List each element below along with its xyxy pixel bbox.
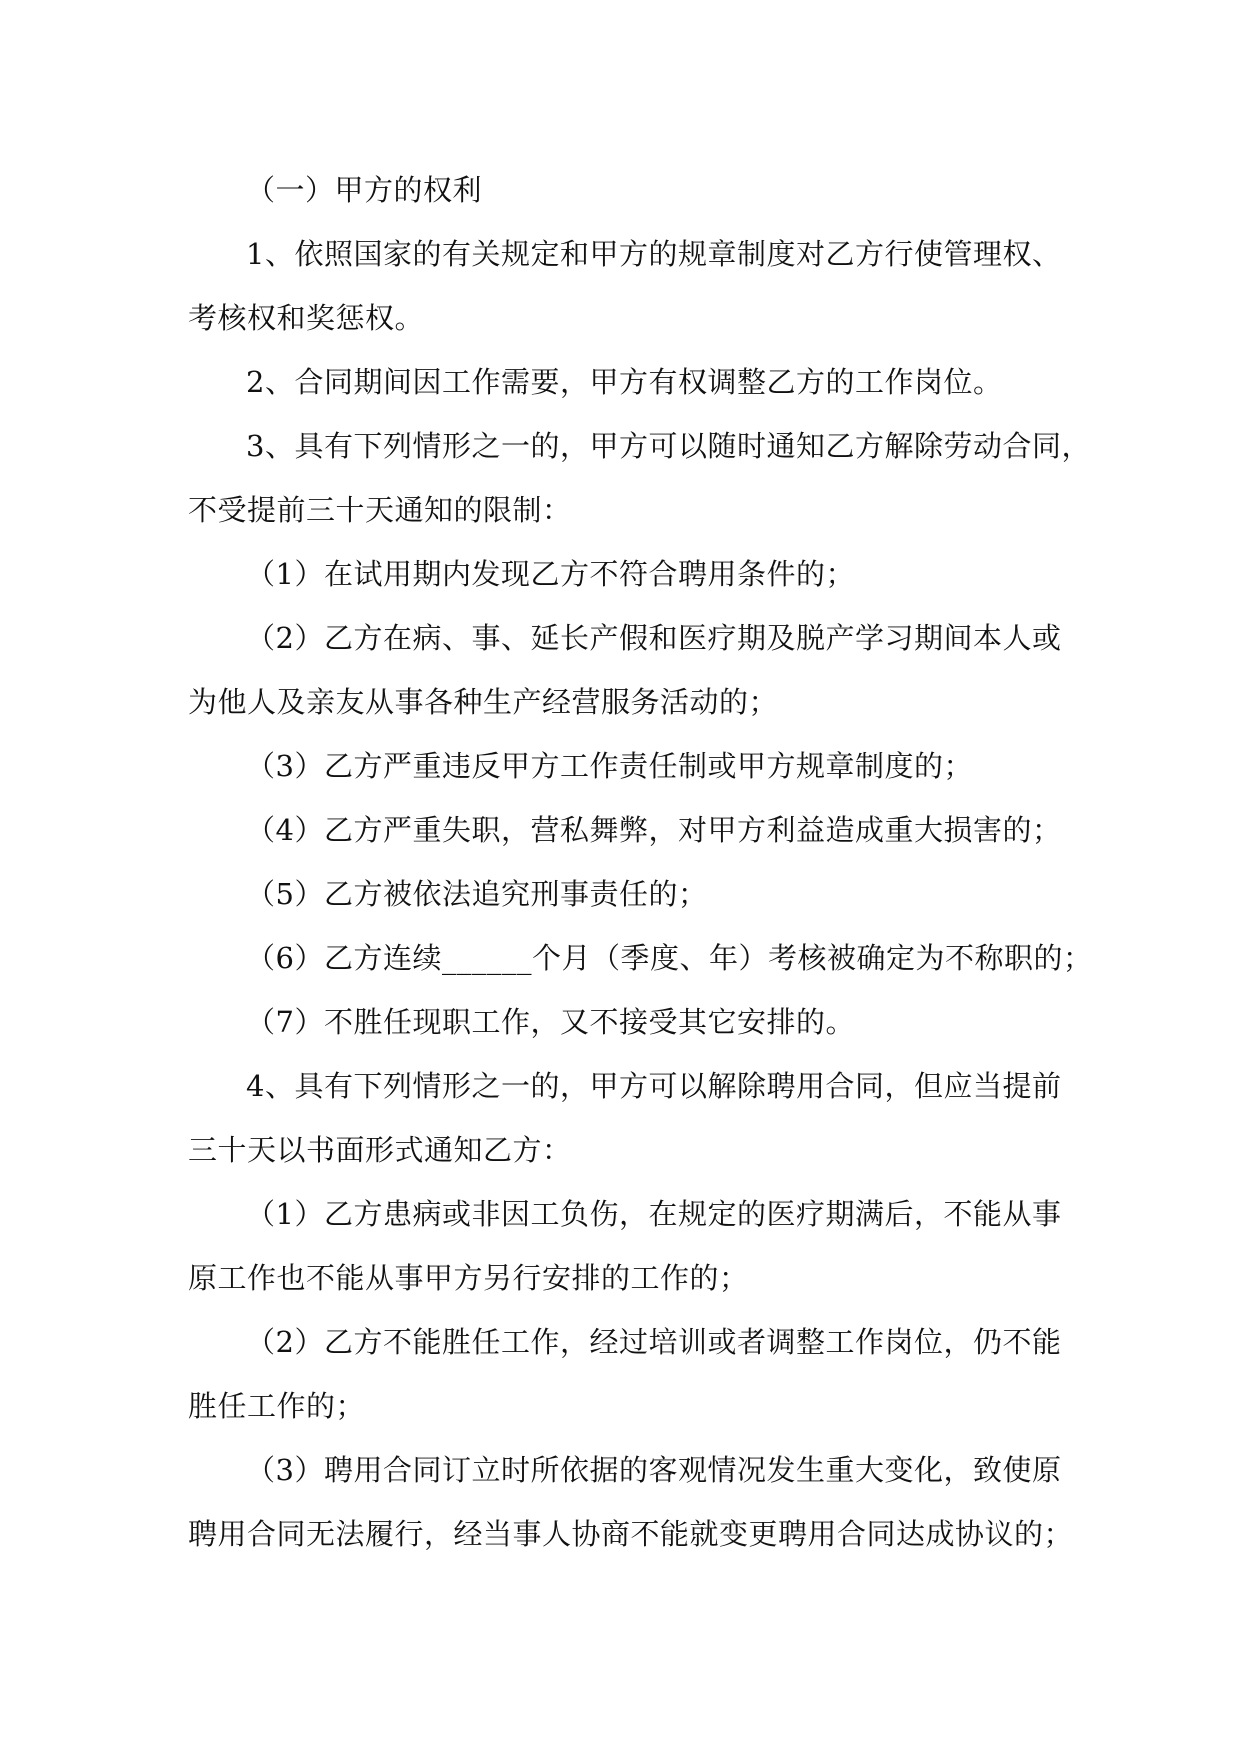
list-item: （5）乙方被依法追究刑事责任的； bbox=[246, 877, 708, 911]
list-item-continuation: 为他人及亲友从事各种生产经营服务活动的； bbox=[188, 685, 779, 719]
list-item: （7）不胜任现职工作，又不接受其它安排的。 bbox=[246, 1005, 855, 1039]
list-item-continuation: 胜任工作的； bbox=[188, 1389, 366, 1423]
list-item: （3）乙方严重违反甲方工作责任制或甲方规章制度的； bbox=[246, 749, 973, 783]
list-item: （2）乙方在病、事、延长产假和医疗期及脱产学习期间本人或 bbox=[246, 621, 1062, 655]
paragraph-line: 4、具有下列情形之一的，甲方可以解除聘用合同，但应当提前 bbox=[246, 1069, 1062, 1103]
paragraph-line: 三十天以书面形式通知乙方： bbox=[188, 1133, 572, 1167]
section-heading: （一）甲方的权利 bbox=[246, 173, 483, 207]
list-item: （6）乙方连续______个月（季度、年）考核被确定为不称职的； bbox=[246, 941, 1093, 975]
paragraph-line: 1、依照国家的有关规定和甲方的规章制度对乙方行使管理权、 bbox=[246, 237, 1062, 271]
list-item: （1）在试用期内发现乙方不符合聘用条件的； bbox=[246, 557, 855, 591]
list-item: （1）乙方患病或非因工负伤，在规定的医疗期满后，不能从事 bbox=[246, 1197, 1062, 1231]
list-item: （3）聘用合同订立时所依据的客观情况发生重大变化，致使原 bbox=[246, 1453, 1062, 1487]
list-item-continuation: 聘用合同无法履行，经当事人协商不能就变更聘用合同达成协议的； bbox=[188, 1517, 1074, 1551]
paragraph-line: 2、合同期间因工作需要，甲方有权调整乙方的工作岗位。 bbox=[246, 365, 1003, 399]
list-item: （4）乙方严重失职，营私舞弊，对甲方利益造成重大损害的； bbox=[246, 813, 1062, 847]
paragraph-line: 不受提前三十天通知的限制： bbox=[188, 493, 572, 527]
paragraph-line: 考核权和奖惩权。 bbox=[188, 301, 425, 335]
document-body bbox=[188, 158, 1093, 1566]
list-item-continuation: 原工作也不能从事甲方另行安排的工作的； bbox=[188, 1261, 749, 1295]
list-item: （2）乙方不能胜任工作，经过培训或者调整工作岗位，仍不能 bbox=[246, 1325, 1062, 1359]
paragraph-line: 3、具有下列情形之一的，甲方可以随时通知乙方解除劳动合同， bbox=[246, 429, 1091, 463]
